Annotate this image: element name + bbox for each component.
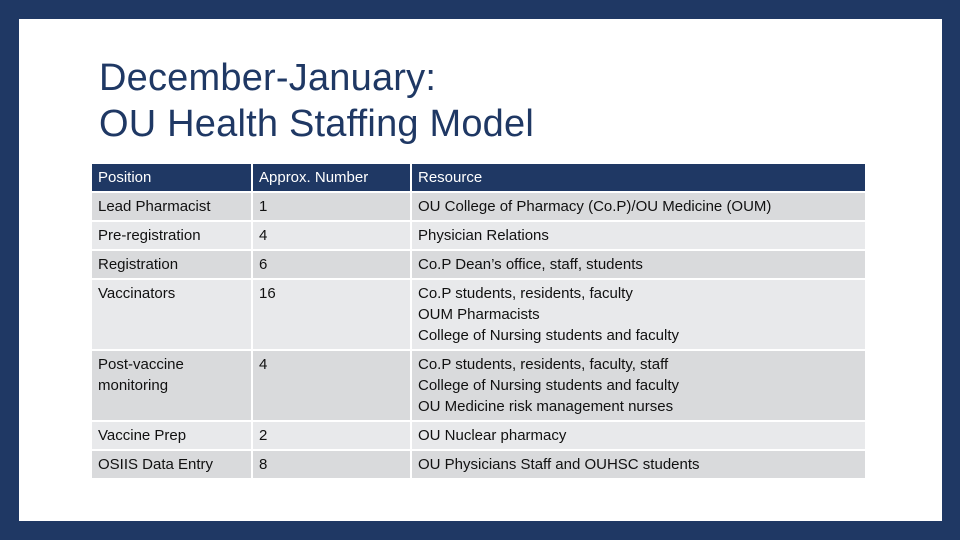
cell-number: 2 — [253, 422, 410, 449]
slide-title — [99, 55, 879, 147]
cell-resource — [412, 351, 865, 420]
table-header-row — [92, 164, 865, 191]
cell-position: Post-vaccine monitoring — [92, 351, 251, 420]
header-resource: Resource — [412, 164, 865, 191]
resource-line: Physician Relations — [418, 227, 549, 244]
resource-line: College of Nursing students and faculty — [418, 377, 679, 394]
title-line-1: December-January: — [99, 57, 437, 99]
cell-resource — [412, 280, 865, 349]
resource-line: OUM Pharmacists — [418, 306, 540, 323]
resource-line: Co.P Dean’s office, staff, students — [418, 256, 643, 273]
cell-number: 6 — [253, 251, 410, 278]
cell-position: Vaccinators — [92, 280, 251, 349]
table-row — [92, 451, 865, 478]
resource-line: OU Medicine risk management nurses — [418, 398, 674, 415]
table-row — [92, 280, 865, 349]
resource-line: Co.P students, residents, faculty — [418, 285, 633, 302]
cell-resource — [412, 222, 865, 249]
resource-line: Co.P students, residents, faculty, staff — [418, 356, 669, 373]
table-row — [92, 351, 865, 420]
cell-resource — [412, 451, 865, 478]
cell-resource — [412, 422, 865, 449]
cell-position: Lead Pharmacist — [92, 193, 251, 220]
table-row — [92, 251, 865, 278]
resource-line: OU Physicians Staff and OUHSC students — [418, 456, 700, 473]
cell-number: 16 — [253, 280, 410, 349]
cell-position: OSIIS Data Entry — [92, 451, 251, 478]
resource-line: OU Nuclear pharmacy — [418, 427, 567, 444]
cell-resource — [412, 251, 865, 278]
cell-position: Registration — [92, 251, 251, 278]
header-position: Position — [92, 164, 251, 191]
slide — [19, 19, 942, 521]
header-approx-number: Approx. Number — [253, 164, 410, 191]
resource-line: College of Nursing students and faculty — [418, 327, 679, 344]
cell-number: 4 — [253, 351, 410, 420]
cell-resource — [412, 193, 865, 220]
title-line-2: OU Health Staffing Model — [99, 103, 534, 145]
table-row — [92, 422, 865, 449]
cell-number: 4 — [253, 222, 410, 249]
cell-position: Pre-registration — [92, 222, 251, 249]
table-row — [92, 222, 865, 249]
resource-line: OU College of Pharmacy (Co.P)/OU Medicine (OUM) — [418, 198, 772, 215]
staffing-table — [90, 162, 867, 480]
cell-number: 1 — [253, 193, 410, 220]
cell-position: Vaccine Prep — [92, 422, 251, 449]
table-row — [92, 193, 865, 220]
cell-number: 8 — [253, 451, 410, 478]
